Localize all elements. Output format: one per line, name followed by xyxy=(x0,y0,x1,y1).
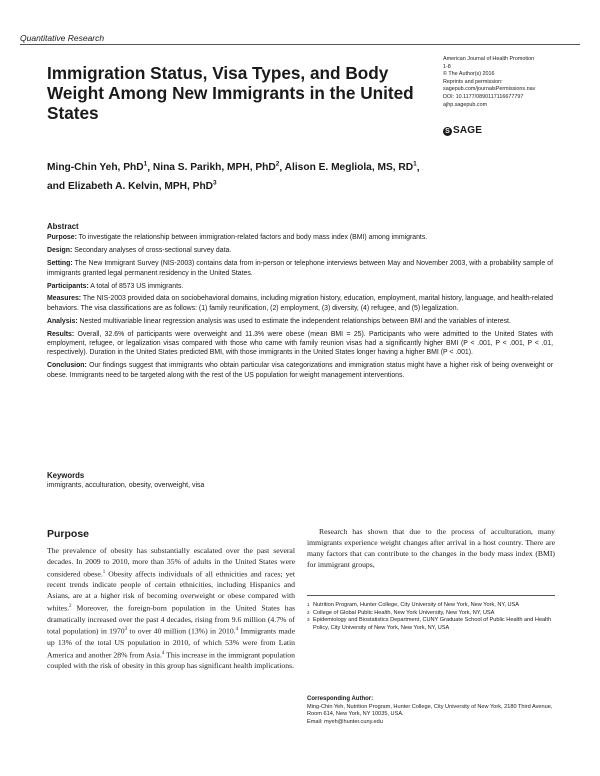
author-4: and Elizabeth A. Kelvin, MPH, PhD$^3$ xyxy=(47,179,217,193)
abstract-participants: Participants: A total of 8573 US immigrants. xyxy=(47,282,184,290)
journal-name: American Journal of Health Promotion xyxy=(443,56,535,62)
abstract-conclusion: Conclusion: Our findings suggest that immigrants who obtain particular visa categorizations and immigration status might have a higher risk of being overweight or obese. Immigrants need to be targeted along with the rest of the US population for weight management interventions. xyxy=(47,362,553,379)
corresponding-author xyxy=(307,696,555,726)
abstract-setting: Setting: The New Immigrant Survey (NIS-2003) contains data from in-person or telephone interviews between May and November 2003, with a probability sample of immigrants granted legal permanent residency in the United States. xyxy=(47,260,553,277)
corresponding-heading: Corresponding Author: xyxy=(307,696,374,702)
affiliation-2: 2 College of Global Public Health, New York University, New York, NY, USA xyxy=(307,609,495,616)
author-1: Ming-Chin Yeh, PhD$^1$ xyxy=(47,161,148,174)
abstract xyxy=(47,222,553,384)
purpose-heading: Purpose xyxy=(47,528,90,540)
journal-info xyxy=(443,56,593,109)
reprints: Reprints and permission: xyxy=(443,78,503,85)
corresponding-email[interactable]: Email: myeh@hunter.cuny.edu xyxy=(307,718,383,725)
body-column-right: Research has shown that due to the process of acculturation, many immigrants experience weight changes after arrival in a host country. There are many factors that can contribute to the changes in the body mass index (BMI) for immigrant groups, xyxy=(307,527,555,569)
section-label: Quantitative Research xyxy=(20,33,105,43)
keywords xyxy=(47,471,553,491)
abstract-measures: Measures: The NIS-2003 provided data on sociobehavioral domains, including migration history, education, employment, marital history, language, and health-related behaviors. The visa classifications are as follows: (1) family reunification, (2) employment, (3) diversity, (4) refugee, and (5) legalization. xyxy=(47,295,553,312)
abstract-analysis: Analysis: Nested multivariable linear regression analysis was used to estimate the independent relationships between BMI and the variables of interest. xyxy=(47,317,511,325)
sage-logo-icon: S xyxy=(443,127,452,136)
sage-logo xyxy=(443,125,482,136)
page-range: 1-8 xyxy=(443,63,451,70)
abstract-purpose: Purpose: To investigate the relationship between immigration-related factors and body mass index (BMI) among immigrants. xyxy=(47,234,428,242)
doi[interactable]: DOI: 10.1177/0890117116677797 xyxy=(443,93,524,100)
article-title: Immigration Status, Visa Types, and Body Weight Among New Immigrants in the United States xyxy=(47,63,414,123)
author-2: Nina S. Parikh, MPH, PhD$^2$ xyxy=(152,161,280,174)
abstract-results: Results: Overall, 32.6% of participants were overweight and 11.3% were obese (mean BMI = 25). Participants who were admitted to the United States with employment, refugee, or legalization visas compared with those who came with family reunion visas had a significantly higher BMI (P < .001, P < .001, P < .01, respectively). Duration in the United States predicted BMI, with those immigrants in the United States longer having a higher BMI (P < .001). xyxy=(47,330,553,357)
affiliations xyxy=(307,602,555,632)
affiliation-1: 1 Nutrition Program, Hunter College, City University of New York, New York, NY, USA xyxy=(307,602,520,608)
affiliation-3: 3 Epidemiology and Biostatistics Department, CUNY Graduate School of Public Health and Health Policy, City University of New York, New York, NY, USA xyxy=(307,617,552,631)
body-column-left: The prevalence of obesity has substantially escalated over the past several decades. In 2009 to 2010, more than 35% of adults in the United States were considered obese.$^1$ Obesity affects individuals of all ethnicities and races; yet recent trends indicate people of certain ethnicities, including Hispanics and Asians, are at a higher risk of becoming overweight or obese compared with whites.$^2$ Moreover, the foreign-born population in the United States has dramatically increased over the past 4 decades, rising from 9.6 million (4.7% of total population) in 1970$^3$ to over 40 million (13%) in 2010.$^4$ Immigrants made up 13% of the total US population in 2010, of which 53% were from Latin America and another 28% from Asia.$^4$ This increase in the immigrant population coupled with the risk of obesity in this group has significant health implications. xyxy=(47,546,295,671)
permissions-link[interactable]: sagepub.com/journalsPermissions.nav xyxy=(443,86,536,93)
keywords-list: immigrants, acculturation, obesity, overweight, visa xyxy=(47,482,205,489)
author-list: Ming-Chin Yeh, PhD$^1$, Nina S. Parikh, MPH, PhD$^2$, Alison E. Megliola, MS, $RD^1$, and Elizabeth A. Kelvin, MPH, PhD$^3$ xyxy=(47,161,420,193)
abstract-design: Design: Secondary analyses of cross-sectional survey data. xyxy=(47,247,232,255)
corresponding-address: Ming-Chin Yeh, Nutrition Program, Hunter College, City University of New York, 2180 Third Avenue, Room 614, New York, NY 10035, USA. xyxy=(307,703,553,717)
author-3: Alison E. Megliola, MS, $RD^1$ xyxy=(284,161,417,174)
abstract-heading: Abstract xyxy=(47,222,79,231)
sage-logo-text: SAGE xyxy=(453,125,483,136)
copyright: © The Author(s) 2016 xyxy=(443,71,495,78)
header-rule xyxy=(20,44,580,45)
footnote-rule xyxy=(307,595,555,596)
journal-url[interactable]: ajhp.sagepub.com xyxy=(443,101,488,108)
keywords-heading: Keywords xyxy=(47,471,85,480)
